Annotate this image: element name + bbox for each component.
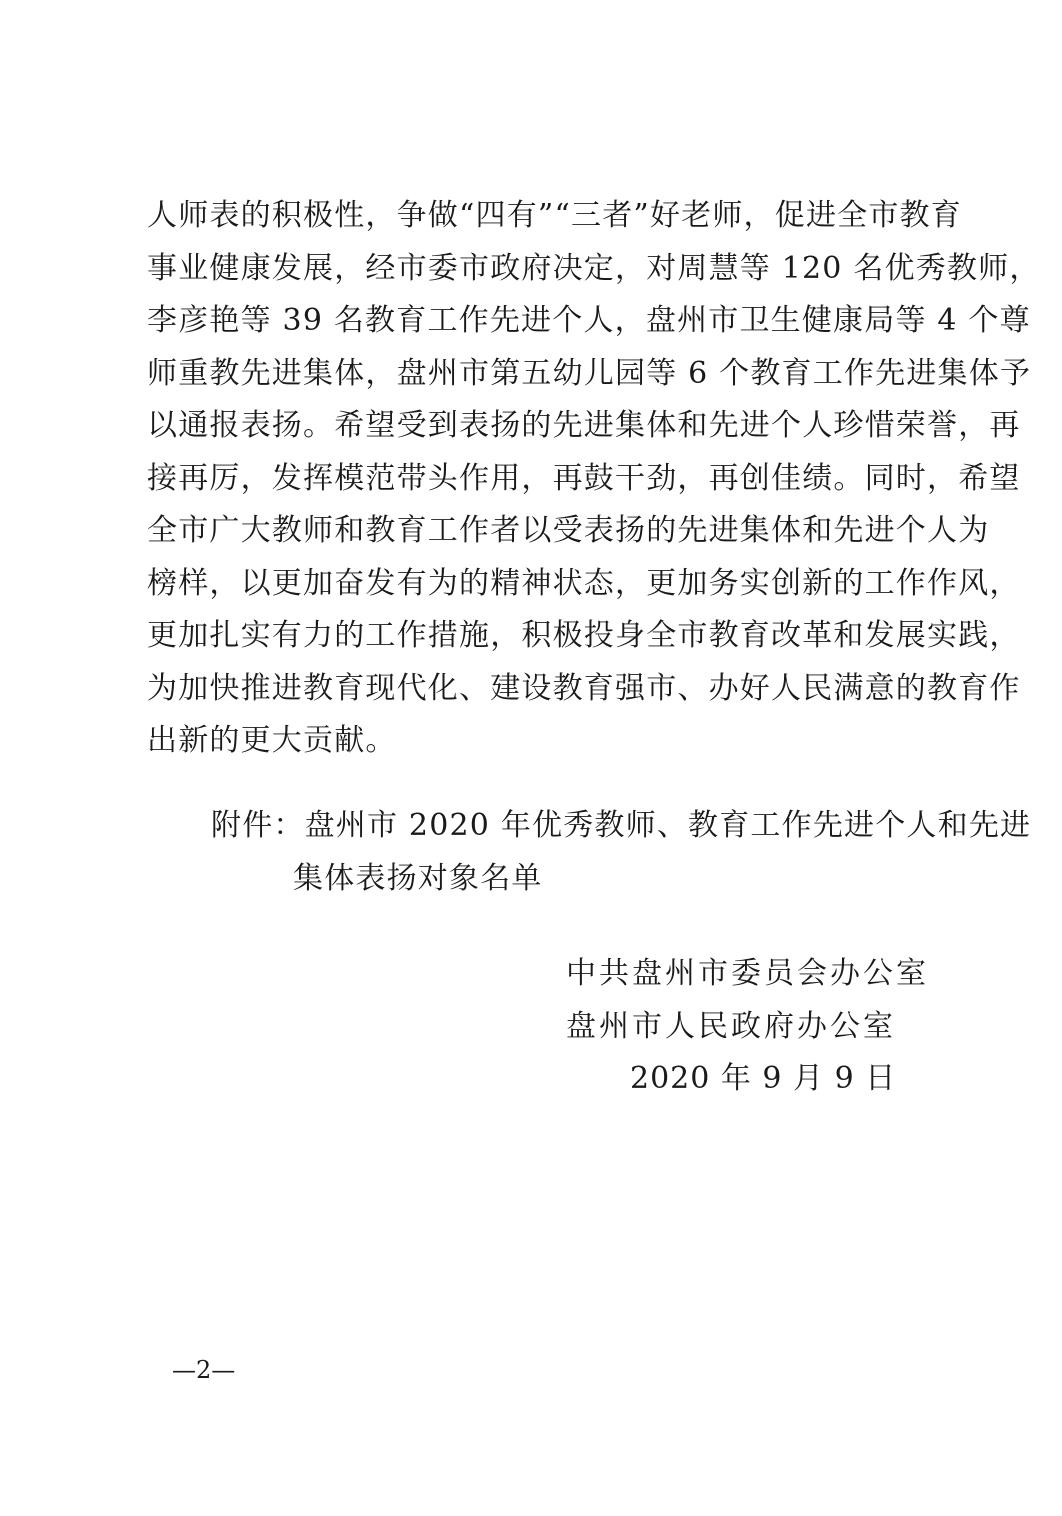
body-line: 更加扎实有力的工作措施，积极投身全市教育改革和发展实践，	[147, 618, 1021, 653]
body-line: 接再厉，发挥模范带头作用，再鼓干劲，再创佳绩。同时，希望	[147, 460, 1021, 496]
body-paragraph	[147, 190, 1041, 768]
issuing-org-government: 盘州市人民政府办公室	[566, 1008, 896, 1044]
body-line: 全市广大教师和教育工作者以受表扬的先进集体和先进个人为	[147, 513, 990, 548]
page-number: —2—	[172, 1356, 236, 1384]
attachment-line-2: 集体表扬对象名单	[293, 860, 543, 896]
body-line: 李彦艳等 39 名教育工作先进个人，盘州市卫生健康局等 4 个尊	[147, 303, 1031, 338]
body-line: 事业健康发展，经市委市政府决定，对周慧等 120 名优秀教师，	[147, 250, 1041, 286]
body-line: 师重教先进集体，盘州市第五幼儿园等 6 个教育工作先进集体予	[147, 355, 1032, 391]
body-line: 为加快推进教育现代化、建设教育强市、办好人民满意的教育作	[147, 670, 1021, 706]
attachment-note	[211, 800, 1032, 905]
body-line-last: 出新的更大贡献。	[147, 723, 397, 758]
issuing-org-party: 中共盘州市委员会办公室	[566, 956, 929, 991]
attachment-line-1: 附件：盘州市 2020 年优秀教师、教育工作先进个人和先进	[211, 808, 1032, 843]
body-line: 榜样，以更加奋发有为的精神状态，更加务实创新的工作作风，	[147, 565, 1021, 601]
signature-block	[566, 948, 929, 1106]
body-line: 人师表的积极性，争做“四有”“三者”好老师，促进全市教育	[147, 198, 962, 233]
issue-date: 2020 年 9 月 9 日	[630, 1061, 897, 1096]
body-line: 以通报表扬。希望受到表扬的先进集体和先进个人珍惜荣誉，再	[147, 408, 1021, 443]
